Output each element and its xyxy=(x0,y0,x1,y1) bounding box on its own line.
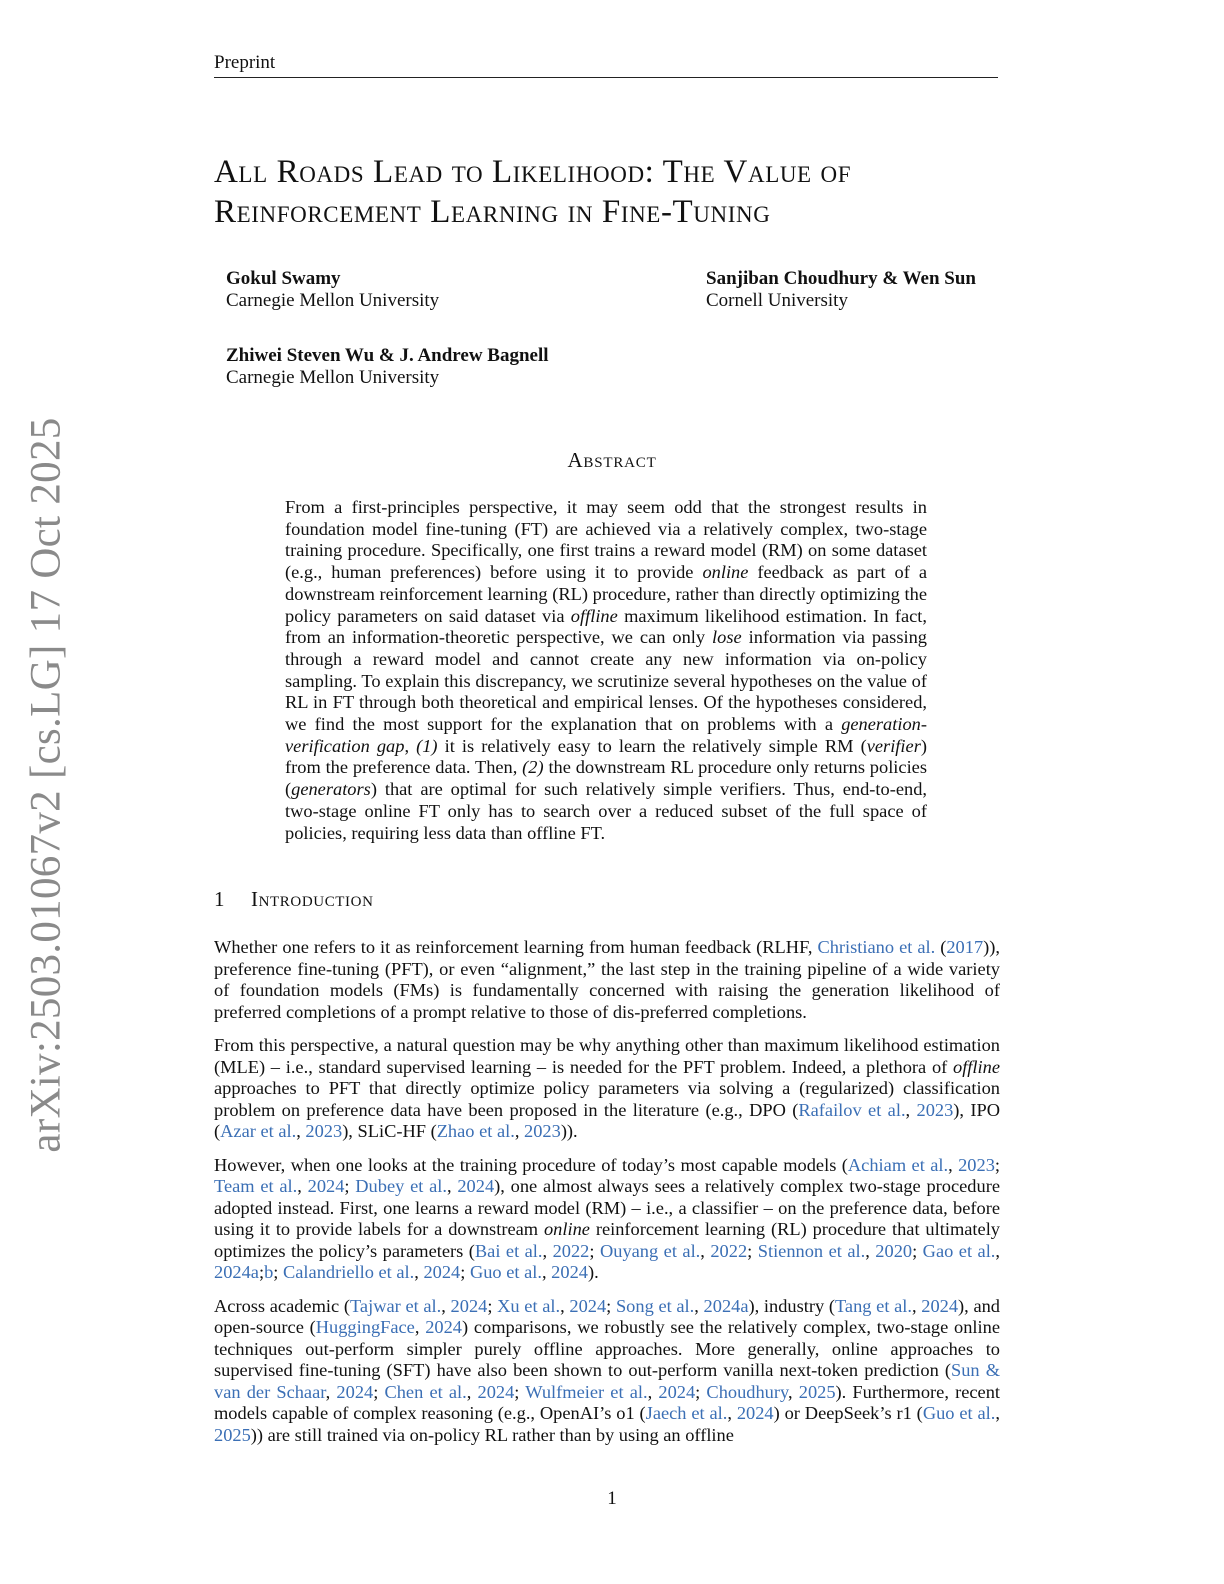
author-block-1 xyxy=(226,268,439,312)
paper-title xyxy=(214,152,1014,232)
citation-link[interactable]: Gao et al. xyxy=(922,1240,996,1261)
citation-link[interactable]: Calandriello et al. xyxy=(283,1262,415,1282)
intro-paragraph-4: Across academic (Tajwar et al., 2024; Xu et al., 2024; Song et al., 2024a), industry (Tang et al., 2024), and open-source (HuggingFace, 2024) comparisons, we robustly see the relatively complex, two-stage online techniques out-perform simpler purely offline approaches. More generally, online approaches to supervised fine-tuning (SFT) have also been shown to out-perform vanilla next-token prediction (Sun & van der Schaar, 2024; Chen et al., 2024; Wulfmeier et al., 2024; Choudhury, 2025). Furthermore, recent models capable of complex reasoning (e.g., OpenAI’s o1 (Jaech et al., 2024) or DeepSeek’s r1 (Guo et al., 2025)) are still trained via on-policy RL rather than by using an offline xyxy=(214,1295,1001,1445)
citation-link[interactable]: 2024a xyxy=(703,1295,749,1316)
citation-link[interactable]: 2025 xyxy=(798,1381,836,1402)
citation-link[interactable]: 2024 xyxy=(551,1262,588,1282)
intro-paragraph-2: From this perspective, a natural question may be why anything other than maximum likelihood estimation (MLE) – i.e., standard supervised learning – is needed for the PFT problem. Indeed, a plethora of offline approaches to PFT that directly optimize policy parameters via solving a (regularized) classification problem on preference data have been proposed in the literature (e.g., DPO (Rafailov et al., 2023), IPO (Azar et al., 2023), SLiC-HF (Zhao et al., 2023)). xyxy=(214,1035,1001,1141)
paper-title-line-1: All Roads Lead to Likelihood: The Value of xyxy=(214,154,852,190)
citation-link[interactable]: Xu et al. xyxy=(497,1295,561,1316)
citation-link[interactable]: 2024 xyxy=(658,1381,696,1402)
citation-link[interactable]: Wulfmeier et al. xyxy=(525,1381,648,1402)
author-name: Zhiwei Steven Wu & J. Andrew Bagnell xyxy=(226,345,549,366)
citation-link[interactable]: 2024 xyxy=(336,1381,374,1402)
citation-link[interactable]: Chen et al. xyxy=(384,1381,467,1402)
header-rule xyxy=(214,77,998,78)
citation-link[interactable]: Jaech et al. xyxy=(645,1403,728,1423)
citation-link[interactable]: 2024a xyxy=(214,1262,259,1282)
citation-link[interactable]: Christiano et al. xyxy=(817,937,936,957)
citation-link[interactable]: b xyxy=(264,1262,274,1282)
citation-link[interactable]: Guo et al. xyxy=(922,1403,996,1423)
running-header: Preprint xyxy=(214,52,276,73)
citation-link[interactable]: Sun & van der Schaar xyxy=(214,1360,1000,1402)
intro-paragraph-3: However, when one looks at the training procedure of today’s most capable models (Achiam et al., 2023; Team et al., 2024; Dubey et al., 2024), one almost always sees a relatively complex two-stage procedure adopted instead. First, one learns a reward model (RM) – i.e., a classifier – on the preference data, before using it to provide labels for a downstream online reinforcement learning (RL) procedure that ultimately optimizes the policy’s parameters (Bai et al., 2022; Ouyang et al., 2022; Stiennon et al., 2020; Gao et al., 2024a;b; Calandriello et al., 2024; Guo et al., 2024). xyxy=(214,1154,1001,1282)
citation-link[interactable]: 2023 xyxy=(524,1121,561,1141)
citation-link[interactable]: HuggingFace xyxy=(315,1317,415,1337)
citation-link[interactable]: Song et al. xyxy=(615,1295,695,1316)
citation-link[interactable]: 2022 xyxy=(710,1240,748,1261)
author-name: Gokul Swamy xyxy=(226,268,341,289)
citation-link[interactable]: 2023 xyxy=(958,1154,995,1175)
citation-link[interactable]: 2024 xyxy=(425,1317,462,1337)
citation-link[interactable]: Dubey et al. xyxy=(355,1176,447,1196)
citation-link[interactable]: Team et al. xyxy=(214,1176,298,1196)
citation-link[interactable]: 2024 xyxy=(569,1295,607,1316)
section-heading-introduction xyxy=(214,887,374,912)
citation-link[interactable]: Zhao et al. xyxy=(436,1121,515,1141)
arxiv-identifier-stamp: arXiv:2503.01067v2 [cs.LG] 17 Oct 2025 xyxy=(22,417,70,1153)
citation-link[interactable]: 2017 xyxy=(946,937,984,957)
citation-link[interactable]: Tang et al. xyxy=(834,1295,912,1316)
citation-link[interactable]: Achiam et al. xyxy=(847,1154,949,1175)
author-affiliation: Carnegie Mellon University xyxy=(226,290,440,311)
citation-link[interactable]: Guo et al. xyxy=(469,1262,542,1282)
citation-link[interactable]: 2024 xyxy=(921,1295,959,1316)
citation-link[interactable]: 2024 xyxy=(450,1295,488,1316)
citation-link[interactable]: 2023 xyxy=(916,1099,954,1120)
citation-link[interactable]: 2024 xyxy=(736,1403,774,1423)
citation-link[interactable]: Stiennon et al. xyxy=(757,1240,866,1261)
author-block-2 xyxy=(706,268,976,312)
citation-link[interactable]: 2024 xyxy=(423,1262,461,1282)
citation-link[interactable]: Tajwar et al. xyxy=(349,1295,442,1316)
citation-link[interactable]: Azar et al. xyxy=(220,1121,297,1141)
citation-link[interactable]: Rafailov et al. xyxy=(798,1099,906,1120)
section-title: Introduction xyxy=(251,887,374,911)
paper-title-line-2: Reinforcement Learning in Fine-Tuning xyxy=(214,194,771,230)
citation-link[interactable]: 2022 xyxy=(552,1240,590,1261)
abstract-heading: Abstract xyxy=(567,448,657,472)
author-block-3 xyxy=(226,345,549,389)
citation-link[interactable]: 2020 xyxy=(875,1240,913,1261)
citation-link[interactable]: 2024 xyxy=(477,1381,515,1402)
citation-link[interactable]: Ouyang et al. xyxy=(599,1240,701,1261)
author-affiliation: Carnegie Mellon University xyxy=(226,367,440,388)
abstract-body: From a first-principles perspective, it may seem odd that the strongest results in foundation model fine-tuning (FT) are achieved via a relatively complex, two-stage training procedure. Specifically, one first trains a reward model (RM) on some dataset (e.g., human preferences) before using it to provide online feedback as part of a downstream reinforcement learning (RL) procedure, rather than directly optimizing the policy parameters on said dataset via offline maximum likelihood estimation. In fact, from an information-theoretic perspective, we can only lose information via passing through a reward model and cannot create any new information via on-policy sampling. To explain this discrepancy, we scrutinize several hypotheses on the value of RL in FT through both theoretical and empirical lenses. Of the hypotheses considered, we find the most support for the explanation that on problems with a generation-verification gap, (1) it is relatively easy to learn the relatively simple RM (verifier) from the preference data. Then, (2) the downstream RL procedure only returns policies (generators) that are optimal for such relatively simple verifiers. Thus, end-to-end, two-stage online FT only has to search over a reduced subset of the full space of policies, requiring less data than offline FT. xyxy=(285,497,928,843)
page-number: 1 xyxy=(607,1488,617,1509)
citation-link[interactable]: Choudhury xyxy=(706,1381,788,1402)
citation-link[interactable]: 2025 xyxy=(214,1424,251,1445)
author-affiliation: Cornell University xyxy=(706,290,848,311)
citation-link[interactable]: 2023 xyxy=(305,1121,343,1141)
citation-link[interactable]: 2024 xyxy=(307,1176,345,1196)
author-name: Sanjiban Choudhury & Wen Sun xyxy=(706,268,976,289)
section-number: 1 xyxy=(214,887,226,911)
citation-link[interactable]: Bai et al. xyxy=(474,1240,543,1261)
intro-paragraph-1: Whether one refers to it as reinforcement learning from human feedback (RLHF, Christiano et al. (2017)), preference fine-tuning (PFT), or even “alignment,” the last step in the training pipeline of a wide variety of foundation models (FMs) is fundamentally concerned with raising the generation likelihood of preferred completions of a prompt relative to those of dis-preferred completions. xyxy=(214,937,1000,1022)
citation-link[interactable]: 2024 xyxy=(457,1176,495,1196)
introduction-body xyxy=(214,937,1000,1458)
